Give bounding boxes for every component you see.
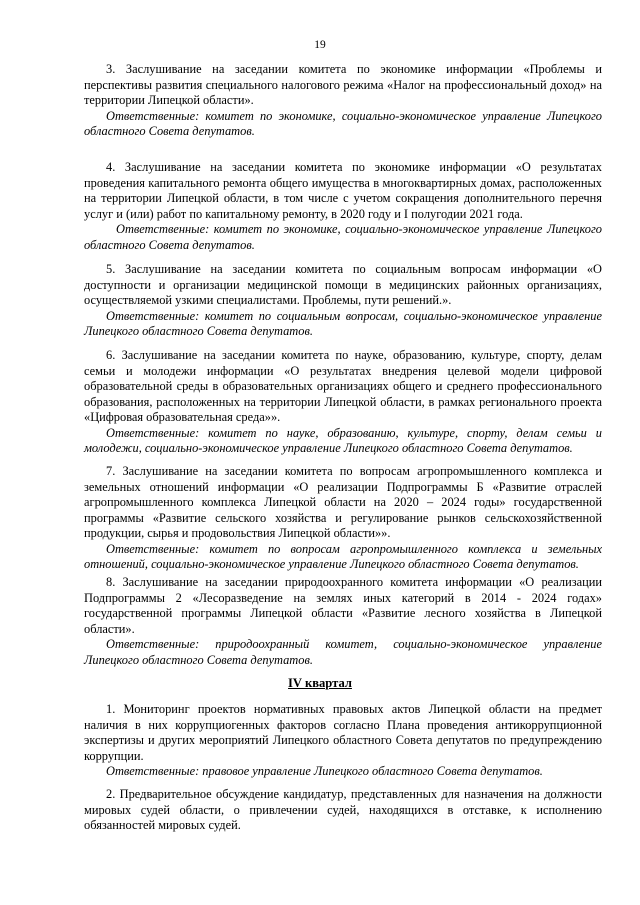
plan-item-8 <box>84 575 602 668</box>
item-text: 7. Заслушивание на заседании комитета по вопросам агропромышленного комплекса и земельных отношений информации «О реализации Подпрограммы Б «Развитие отраслей агропромышленного комплекса Липецкой области на 2020 – 2024 годы» государственной программы «Развитие сельского хозяйства и регулирование рынков сельскохозяйственной продукции, сырья и продовольствия Липецкой области»». <box>84 464 602 540</box>
plan-item-5 <box>84 262 602 340</box>
item-text: 3. Заслушивание на заседании комитета по экономике информации «Проблемы и перспективы развития специального налогового режима «Налог на профессиональный доход» на территории Липецкой области». <box>84 62 602 107</box>
item-responsible: Ответственные: комитет по экономике, социально-экономическое управление Липецкого областного Совета депутатов. <box>84 222 602 252</box>
item-text: 8. Заслушивание на заседании природоохранного комитета информации «О реализации Подпрограммы 2 «Лесоразведение на землях иных категорий в 2014 - 2024 годах» государственной программы Липецкой области «Развитие лесного хозяйства в Липецкой области». <box>84 575 602 636</box>
page-number: 19 <box>314 39 326 51</box>
item-responsible: Ответственные: комитет по социальным вопросам, социально-экономическое управление Липецкого областного Совета депутатов. <box>84 308 602 338</box>
plan-item-7 <box>84 464 602 573</box>
item-responsible: Ответственные: комитет по науке, образованию, культуре, спорту, делам семьи и молодежи, социально-экономическое управление Липецкого областного Совета депутатов. <box>84 425 602 455</box>
plan-item-3 <box>84 62 602 140</box>
plan-item-6 <box>84 348 602 457</box>
item-text: 1. Мониторинг проектов нормативных правовых актов Липецкой области на предмет наличия в них коррупциогенных факторов согласно Плана проведения антикоррупционной экспертизы и других мероприятий Липецкого областного Совета депутатов по предупреждению коррупции. <box>84 702 602 763</box>
item-text: 4. Заслушивание на заседании комитета по экономике информации «О результатах проведения капитального ремонта общего имущества в многоквартирных домах, расположенных на территории Липецкой области, в том числе с учетом сокращения дополнительного перечня услуг и (или) работ по капитальному ремонту, в 2020 году и I полугодии 2021 года. <box>84 160 602 221</box>
item-text: 5. Заслушивание на заседании комитета по социальным вопросам информации «О доступности и организации медицинской помощи в медицинских районных организациях, осуществляемой узкими специалистами. Проблемы, пути решений.». <box>84 262 602 307</box>
item-responsible: Ответственные: комитет по вопросам агропромышленного комплекса и земельных отношений, социально-экономическое управление Липецкого областного Совета депутатов. <box>84 541 602 571</box>
item-responsible: Ответственные: комитет по экономике, социально-экономическое управление Липецкого областного Совета депутатов. <box>84 108 602 138</box>
q4-item-2 <box>84 787 602 834</box>
item-responsible: Ответственные: природоохранный комитет, социально-экономическое управление Липецкого областного Совета депутатов. <box>84 637 602 667</box>
item-text: 2. Предварительное обсуждение кандидатур, представленных для назначения на должности мировых судей области, о привлечении судей, находящихся в отставке, к исполнению обязанностей мировых судей. <box>84 787 602 832</box>
item-text: 6. Заслушивание на заседании комитета по науке, образованию, культуре, спорту, делам семьи и молодежи информации «О результатах внедрения целевой модели цифровой образовательной среды в образовательных организациях общего и среднего профессионального образования, расположенных на территории Липецкой области, в рамках регионального проекта «Цифровая образовательная среда»». <box>84 348 602 424</box>
q4-item-1 <box>84 702 602 780</box>
item-responsible: Ответственные: правовое управление Липецкого областного Совета депутатов. <box>106 764 543 778</box>
quarter-heading: IV квартал <box>288 676 352 690</box>
plan-item-4 <box>84 160 602 253</box>
